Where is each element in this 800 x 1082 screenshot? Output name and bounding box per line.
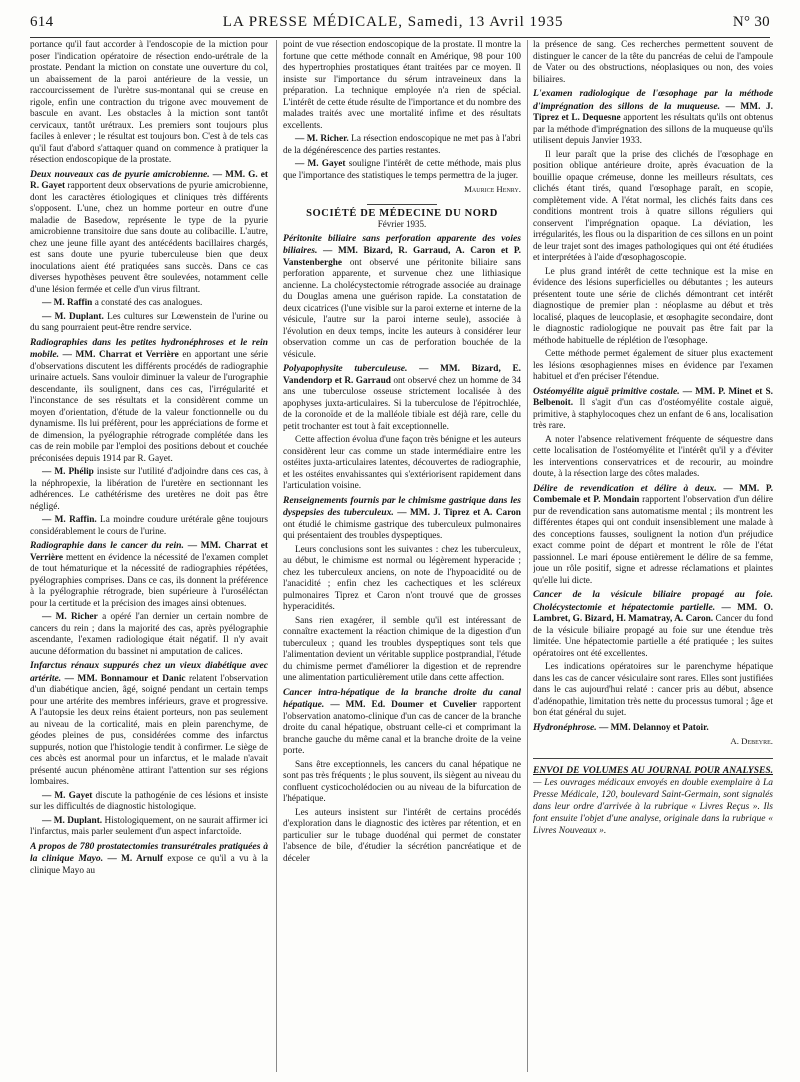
article-authors: — MM. O. Lambret, G. Bizard, H. Mamatray, A. Caron. bbox=[533, 602, 773, 624]
article-text: Il s'agit d'un cas d'ostéomyélite costale aiguë, primitive, à staphylocoques chez un enfant de 6 ans, localisation très rare. bbox=[533, 398, 773, 431]
comment-text: Les cultures sur Lœwenstein de l'urine ou du sang pourraient peut-être rendre service. bbox=[30, 311, 268, 333]
paragraph: Cette méthode permet également de situer plus exactement les lésions œsophagiennes mises en évidence par l'examen habituel et d'en préciser l'étendue. bbox=[533, 349, 773, 382]
article-title: Radiographie dans le cancer du rein. bbox=[30, 540, 184, 551]
comment-text: souligne l'intérêt de cette méthode, mais plus que l'importance des statistiques le temps permettra de la juger. bbox=[283, 159, 521, 181]
article-title: Péritonite biliaire sans perforation apparente des voies biliaires. bbox=[283, 232, 521, 256]
article-authors: — MM. Ed. Doumer et Cuvelier bbox=[330, 700, 477, 710]
article-title: Cancer de la vésicule biliaire propagé au foie. Cholécystectomie et hépatectomie partielle. bbox=[533, 589, 773, 613]
article-text: ont observé chez un homme de 34 ans une tuberculose osseuse strictement localisée à des apophyses juxta-articulaires. Si la tuberculose de l'épitrochlée, de la coronoïde et de la malléole tibiale est déjà rare, celle du petit trochanter est tout à fait exceptionnelle. bbox=[283, 375, 521, 432]
article-authors: — MM. P. Combemale et P. Mondain bbox=[533, 483, 773, 505]
article-infarctus bbox=[30, 660, 268, 839]
article-authors: — MM. Charrat et Verrière bbox=[62, 350, 179, 360]
issue-number: N° 30 bbox=[732, 13, 770, 30]
society-title: SOCIÉTÉ DE MÉDECINE DU NORD bbox=[306, 207, 498, 219]
article-prostatectomies bbox=[30, 841, 268, 878]
article-title: A propos de 780 prostatectomies transurétrales pratiquées à la clinique Mayo. bbox=[30, 840, 268, 864]
header-rule bbox=[30, 37, 770, 38]
article-text: rapportent l'observation anatomo-clinique d'un cas de cancer de la branche droite du canal hépatique, obstruant celle-ci et comprimant la branche gauche du même canal et la branche droite de la veine porte. bbox=[283, 700, 521, 756]
article-title: Hydronéphrose. bbox=[533, 721, 597, 733]
article-authors: — M. Arnulf bbox=[107, 854, 163, 864]
article-title: L'examen radiologique de l'œsophage par la méthode d'imprégnation des sillons de la muqueuse. bbox=[533, 88, 773, 112]
article-title: Renseignements fournis par le chimisme gastrique dans les dyspepsies des tuberculeux. bbox=[283, 494, 521, 518]
paragraph: A noter l'absence relativement fréquente de séquestre dans cette localisation de l'ostéomyélite et l'intérêt qu'il y a d'éviter les interventions conservatrices et de recourir, au moindre doute, à la résection large des côtes malades. bbox=[533, 434, 773, 479]
column-divider bbox=[276, 40, 277, 1072]
comment-text: La moindre coudure urétérale gêne toujours considérablement le cours de l'urine. bbox=[30, 515, 268, 537]
paragraph: Il leur paraît que la prise des clichés de l'œsophage en position oblique antérieure droite, après évacuation de la bouillie opaque crémeuse, donne les meilleurs résultats, ces clichés étant tirés, quand l'œsophage paraît, en scopie, complètement vide. A l'état normal, les clichés faits dans ces conditions montrent trois à quatre sillons réguliers qui conservent l'imprégnation opaque. La déviation, les irrégularités, les flous ou la disparition de ces sillons en un point de leur trajet sont des images pathologiques qui ont été étudiées et interprétées à l'aide d'œsophagoscopie. bbox=[533, 149, 773, 263]
article-text: relatent l'observation d'un diabétique ancien, âgé, soigné pendant un certain temps pour une artérite des membres inférieurs, grave et progressive. A l'autopsie les deux reins étaient porteurs, non pas seulement au niveau de la corticalité, mais en plein parenchyme, de géodes pleines de pus, considérées comme des infarctus suppurés, notion que l'histologie tendit à confirmer. Le siège de ces abcès est anormal pour un infarctus, et le malade n'avait présenté aucun phénomène attirant l'attention sur ses régions lombaires. bbox=[30, 673, 268, 787]
article-authors: — MM. J. Tiprez et A. Caron bbox=[397, 508, 521, 518]
comment-authors: — M. Richer bbox=[42, 612, 98, 622]
paragraph: Le plus grand intérêt de cette technique est la mise en évidence des lésions superficielles ou débutantes ; les auteurs présentent toute une série de clichés démontrant cet intérêt diagnostique de premier plan : néoplasme au début et très localisé, plaques de leucoplasie, et œsophagite secondaire, dont le diagnostic radiologique ne pouvait pas être fait par la méthode habituelle de réplétion de l'œsophage. bbox=[533, 266, 773, 346]
comment-authors: — M. Gayet bbox=[295, 159, 346, 169]
article-authors: — MM. Charrat et Verrière bbox=[30, 541, 268, 563]
article-cancer-vesicule bbox=[533, 589, 773, 720]
signature: Maurice Henry. bbox=[464, 184, 521, 194]
comment-authors: — M. Richer. bbox=[295, 134, 349, 144]
article-title: Délire de revendication et délire à deux. bbox=[533, 482, 717, 494]
article-title: Infarctus rénaux suppurés chez un vieux diabétique avec artérite. bbox=[30, 660, 268, 684]
article-authors: — MM. J. Tiprez et L. Dequesne bbox=[533, 101, 773, 123]
article-text: mettent en évidence la nécessité de l'examen complet de tout hématurique et la nécessité de radiographies répétées, pyélographies comprises. Dans ce cas, ils donnent la préférence à la pyélographie rétrograde, bien supérieure à l'uroséléctan pour la certitude et la précision des images ainsi obtenues. bbox=[30, 552, 268, 609]
article-authors: — MM. G. et R. Gayet bbox=[30, 169, 268, 191]
comment-authors: — M. Phélip bbox=[42, 467, 94, 477]
article-text: rapportent deux observations de pyurie amicrobienne, dont les caractères étiologiques et cliniques très différents s'opposent. L'une, chez un homme porteur en outre d'une maladie de Basedow, représente le type de la pyurie amicrobienne transitoire due sans doute au colibacille. L'autre, chez une jeune fille ayant des antécédents bacillaires chargés, est sans doute une pyurie tuberculeuse bien que deux inoculations aient été pratiquées sans succès. Dans ce cas diverses hypothèses peuvent être soulevées, notamment celle d'une lésion fermée et celle d'un virus filtrant. bbox=[30, 181, 268, 295]
comment-authors: — M. Gayet bbox=[42, 790, 93, 801]
article-authors: — MM. Bonnamour et Danic bbox=[64, 673, 186, 684]
article-title: Polyapophysite tuberculeuse. bbox=[283, 363, 408, 374]
article-polyapophysite bbox=[283, 363, 521, 493]
paragraph: Sans rien exagérer, il semble qu'il est intéressant de connaître exactement la réaction chimique de la digestion d'un tuberculeux ; quand les troubles dyspeptiques sont tels que l'alimentation devient un véritable supplice postprandial, l'étude du chimisme permet d'améliorer la digestion et de reprendre une alimentation particulièrement utile dans cette affection. bbox=[283, 615, 521, 683]
article-authors: — MM. P. Minet et S. Belbenoit. bbox=[533, 386, 773, 408]
society-heading bbox=[283, 204, 521, 231]
comment-text: a opéré l'an dernier un certain nombre de cancers du rein ; dans la majorité des cas, après pyélographie ascendante, l'examen radiologique était négatif. Il n'y avait aucune déformation du bassinet ni amputation de calices. bbox=[30, 612, 268, 657]
article-text: rapportent l'observation d'un délire pur de revendication sans automatisme mental ; ils montrent les différentes étapes qui ont conduit insensiblement une malade à des conceptions fausses, soulignent la notion d'un préjudice exact comme point de départ et montrent le rôle de l'état passionnel. Le mari épouse entièrement le délire de sa femme, joue un rôle positif, signe et adresse réclamations et plaintes qu'elle lui dicte. bbox=[533, 495, 773, 586]
comment-authors: — M. Raffin bbox=[42, 298, 93, 308]
article-pyurie bbox=[30, 169, 268, 335]
article-authors: — MM. Delannoy et Patoir. bbox=[599, 722, 709, 733]
comment-authors: — M. Duplant. bbox=[42, 815, 103, 826]
column-divider bbox=[527, 40, 528, 1072]
article-text: en apportant une série d'observations discutent les différents procédés de radiographie urinaire actuels. Sans vouloir diminuer la valeur de l'urographie descendante, ils soulignent, dans ces cas, l'irrégularité et l'inconstance de ses résultats et la considèrent comme un moyen d'orientation, d'étude de la valeur fonctionnelle ou du dynamisme. Ils lui préfèrent, pour les appréciations de forme et de dimension, la pyélographie rétrograde complétée dans les cas de rein mobile par l'emploi des positions debout et couchée préconisées depuis 1914 par R. Gayet. bbox=[30, 350, 268, 464]
journal-title: LA PRESSE MÉDICALE, Samedi, 13 Avril 1935 bbox=[222, 13, 564, 30]
notice-text: — Les ouvrages médicaux envoyés en double exemplaire à La Presse Médicale, 120, boulevard Saint-Germain, sont signalés dans leur ordre d'arrivée à la rubrique « Livres Reçus ». Ils font ensuite l'objet d'une analyse, originale dans la rubrique « Livres Nouveaux ». bbox=[533, 777, 773, 836]
paragraph: la présence de sang. Ces recherches permettent souvent de distinguer le cancer de la tête du pancréas de celui de l'ampoule de Vater ou des obstructions, néoplasiques ou non, des voies biliaires. bbox=[533, 40, 773, 85]
article-delire bbox=[533, 483, 773, 588]
paragraph: Les auteurs insistent sur l'intérêt de certains procédés d'exploration dans le diagnostic des ictères par rétention, et en particulier sur le tubage duodénal qui permet de constater l'absence de bile, d'étudier la sécrétion pancréatique et de déceler bbox=[283, 807, 521, 864]
article-cancer-rein bbox=[30, 540, 268, 658]
article-peritonite bbox=[283, 233, 521, 362]
comment-text: a constaté des cas analogues. bbox=[94, 298, 203, 308]
article-text: ont observé une péritonite biliaire sans perforation apparente, et survenue chez une lithiasique ancienne. La cholécystectomie rétrograde associée au drainage du Douglas amena une guérison rapide. La constatation de deux cicatrices (l'une visible sur la paroi externe et interne de la vésicule, l'autre sur la paroi interne seule), associée à l'évolution en deux temps, incite les auteurs à considérer leur observation comme un cas de perforation bouchée de la vésicule. bbox=[283, 257, 521, 360]
article-chimisme bbox=[283, 495, 521, 685]
article-hydronephrose bbox=[533, 722, 773, 735]
article-text: ont étudié le chimisme gastrique des tuberculeux pulmonaires qui présentaient des troubles dyspeptiques. bbox=[283, 519, 521, 541]
page-number: 614 bbox=[30, 13, 54, 30]
article-cancer-hepatique bbox=[283, 687, 521, 866]
comment-text: discute la pathogénie de ces lésions et insiste sur les difficultés de diagnostic histologique. bbox=[30, 790, 268, 812]
paragraph: Cette affection évolua d'une façon très bénigne et les auteurs considèrent leur cas comme un stade intermédiaire entre les ostéites juxta-articulaires latentes, découvertes de radiographie, et les ostéites envahissantes qui s'extériorisent rapidement dans l'articulation voisine. bbox=[283, 435, 521, 491]
article-oesophage bbox=[533, 88, 773, 384]
article-text: expose ce qu'il a vu à la clinique Mayo au bbox=[30, 854, 268, 876]
article-osteomyelite bbox=[533, 386, 773, 481]
article-title: Ostéomyélite aiguë primitive costale. bbox=[533, 385, 680, 397]
society-date: Février 1935. bbox=[377, 219, 427, 229]
comment-text: Histologiquement, on ne saurait affirmer ici l'infarctus, mais parler seulement d'un aspect infarctoïde. bbox=[30, 815, 268, 837]
paragraph: Sans être exceptionnels, les cancers du canal hépatique ne sont pas très fréquents ; le plus souvent, ils siègent au niveau du confluent cysticocholédocien ou au niveau de la bifurcation de l'hépatique. bbox=[283, 759, 521, 804]
paragraph: portance qu'il faut accorder à l'endoscopie de la miction pour poser l'indication opératoire de résection endo-urétrale de la prostate. Pendant la miction on constate une ouverture du col, un abaissement de la paroi antérieure de la vessie, un raccourcissement de l'urètre sus-montanal qui se creuse en rigole, enfin une contraction du trigone avec mouvement de bascule en avant. Les obstacles à la miction sont tantôt cervicaux, tantôt urétraux. Les premiers sont toujours plus faciles à enlever ; le résultat est toujours bon. C'est à de tels cas qu'il faut d'abord s'attaquer quand on commence à pratiquer la résection endoscopique de la prostate. bbox=[30, 40, 268, 165]
article-hydronephroses bbox=[30, 337, 268, 539]
comment-text: insiste sur l'utilité d'adjoindre dans ces cas, à la néphropexie, la libération de l'uretère en sectionnant les adhérences. Le cathétérisme des uretères ne doit pas être négligé. bbox=[30, 467, 268, 512]
article-authors: — MM. Bizard, R. Garraud, A. Caron et P. Vanstenberghe bbox=[283, 246, 521, 268]
notice-box bbox=[533, 765, 773, 837]
article-title: Deux nouveaux cas de pyurie amicrobienne. bbox=[30, 168, 210, 180]
article-text: Cancer du fond de la vésicule biliaire propagé au foie sur une étendue très limitée. Une hépatectomie partielle a été pratiquée ; les suites opératoires ont été excellentes. bbox=[533, 614, 773, 659]
article-title: Radiographies dans les petites hydronéphroses et le rein mobile. bbox=[30, 336, 268, 360]
page-header bbox=[30, 10, 770, 34]
comment-authors: — M. Duplant. bbox=[42, 311, 104, 322]
divider bbox=[533, 758, 773, 759]
column-3 bbox=[533, 40, 773, 1076]
notice-heading: ENVOI DE VOLUMES AU JOURNAL POUR ANALYSES. bbox=[533, 765, 773, 776]
paragraph: Les indications opératoires sur le parenchyme hépatique dans les cas de cancer vésiculaire sont rares. Elles sont justifiées dans le cas aujourd'hui relaté : cancer pris au début, absence d'adénopathie, limitation très nette du processus tumoral ; âge et bon état général du sujet. bbox=[533, 662, 773, 718]
comment-authors: — M. Raffin. bbox=[42, 515, 97, 525]
article-authors: — MM. Bizard, E. Vandendorp et R. Garraud bbox=[283, 364, 521, 386]
signature: A. Debeyre. bbox=[730, 736, 773, 746]
column-2 bbox=[283, 40, 521, 1076]
column-1 bbox=[30, 40, 268, 1076]
article-title: Cancer intra-hépatique de la branche droite du canal hépatique. bbox=[283, 686, 521, 710]
paragraph: Leurs conclusions sont les suivantes : chez les tuberculeux, au début, le chimisme est normal ou légèrement hyperacide ; chez les tuberculeux anciens, on note de l'hypoacidité ou de l'anacidité ; enfin chez les cachectiques et les scléreux pulmonaires Tiprez et Caron n'ont trouvé que de grosses hyperacidités. bbox=[283, 544, 521, 612]
divider bbox=[367, 204, 437, 205]
paragraph: point de vue résection endoscopique de la prostate. Il montre la fortune que cette méthode connaît en Amérique, 98 pour 100 des hypertrophies prostatiques étant traitées par ce moyen. Il insiste sur l'importance du sérum intraveineux dans la préparation. La technique employée n'a rien de spécial. L'intérêt de cette étude résulte de l'importance et du nombre des malades traités avec une mortalité infime et des résultats excellents. bbox=[283, 40, 521, 131]
comment-text: La résection endoscopique ne met pas à l'abri de la dégénérescence des parties restantes. bbox=[283, 134, 521, 156]
article-text: apportent les résultats qu'ils ont obtenus par la méthode d'imprégnation des sillons de la muqueuse qu'ils utilisent depuis Janvier 1933. bbox=[533, 113, 773, 146]
